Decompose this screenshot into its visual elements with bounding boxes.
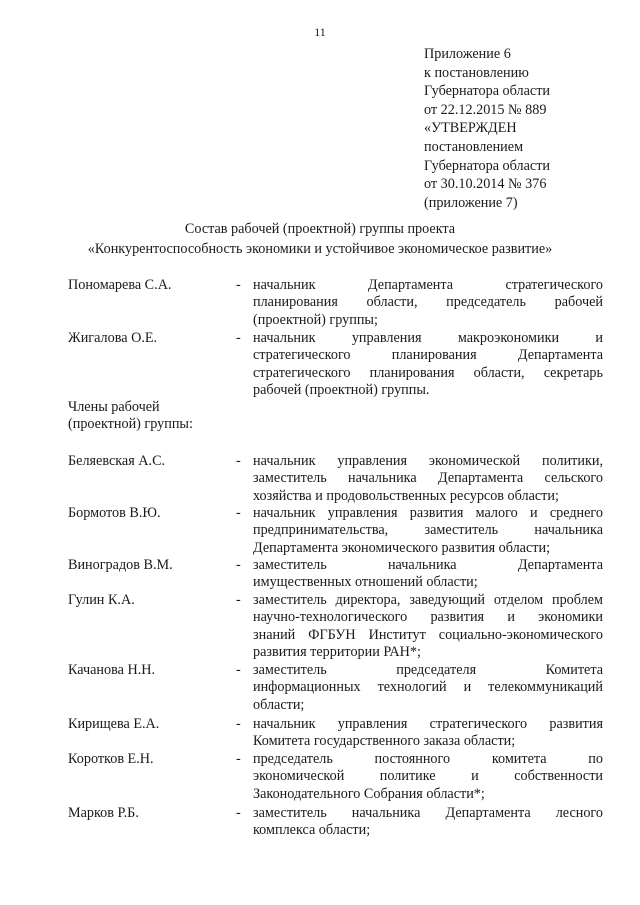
title-line: Состав рабочей (проектной) группы проекта bbox=[184, 221, 456, 237]
person-name: Жигалова О.Е. bbox=[68, 330, 158, 346]
person-role bbox=[253, 277, 603, 329]
members-section-label bbox=[68, 399, 193, 434]
role-line: заместитель директора, заведующий отделом проблем bbox=[253, 592, 603, 608]
appendix-line: постановлением bbox=[424, 138, 524, 155]
role-line: имущественных отношений области; bbox=[253, 574, 478, 591]
person-name: Гулин К.А. bbox=[68, 592, 135, 608]
role-line: начальник управления макроэкономики и bbox=[253, 330, 603, 346]
role-line: области; bbox=[253, 696, 305, 713]
role-line: экономической политике и собственности bbox=[253, 768, 603, 785]
entry-dash: - bbox=[236, 330, 241, 346]
role-line: начальник Департамента стратегического bbox=[253, 277, 603, 293]
person-role bbox=[253, 592, 603, 661]
entry-dash: - bbox=[236, 751, 241, 767]
role-line: рабочей (проектной) группы. bbox=[253, 381, 430, 398]
appendix-line: (приложение 7) bbox=[424, 194, 518, 211]
person-role bbox=[253, 557, 603, 592]
role-line: развития территории РАН*; bbox=[253, 643, 421, 660]
members-label-line: (проектной) группы: bbox=[68, 416, 193, 433]
role-line: председатель постоянного комитета по bbox=[253, 751, 603, 767]
appendix-line: Губернатора области bbox=[424, 157, 550, 174]
role-line: заместитель начальника Департамента bbox=[253, 557, 603, 573]
appendix-line: от 30.10.2014 № 376 bbox=[424, 176, 547, 193]
person-name: Бормотов В.Ю. bbox=[68, 505, 161, 521]
appendix-line: к постановлению bbox=[424, 64, 529, 81]
role-line: заместитель начальника Департамента лесного bbox=[253, 805, 603, 821]
person-name: Качанова Н.Н. bbox=[68, 662, 156, 678]
entry-dash: - bbox=[236, 805, 241, 821]
role-line: планирования области, председатель рабочей bbox=[253, 294, 603, 311]
role-line: начальник управления стратегического развития bbox=[253, 716, 603, 732]
person-name: Марков Р.Б. bbox=[68, 805, 139, 821]
role-line: (проектной) группы; bbox=[253, 311, 378, 328]
person-role bbox=[253, 805, 603, 840]
person-name: Пономарева С.А. bbox=[68, 277, 172, 293]
role-line: заместитель председателя Комитета bbox=[253, 662, 603, 678]
role-line: начальник управления развития малого и среднего bbox=[253, 505, 603, 521]
entry-dash: - bbox=[236, 453, 241, 469]
role-line: стратегического планирования Департамента bbox=[253, 347, 603, 364]
person-role bbox=[253, 716, 603, 751]
role-line: Комитета государственного заказа области; bbox=[253, 733, 516, 750]
appendix-line: от 22.12.2015 № 889 bbox=[424, 101, 547, 118]
role-line: начальник управления экономической политики, bbox=[253, 453, 603, 469]
role-line: стратегического планирования области, секретарь bbox=[253, 364, 603, 381]
person-name: Виноградов В.М. bbox=[68, 557, 173, 573]
entry-dash: - bbox=[236, 557, 241, 573]
appendix-line: Приложение 6 bbox=[424, 46, 511, 62]
person-role bbox=[253, 453, 603, 505]
role-line: Законодательного Собрания области*; bbox=[253, 785, 485, 802]
document-title bbox=[0, 219, 640, 259]
entry-dash: - bbox=[236, 662, 241, 678]
members-label-line: Члены рабочей bbox=[68, 399, 160, 415]
entry-dash: - bbox=[236, 592, 241, 608]
role-line: информационных технологий и телекоммуникаций bbox=[253, 679, 603, 696]
role-line: заместитель начальника Департамента сельского bbox=[253, 470, 603, 487]
title-line: «Конкурентоспособность экономики и устойчивое экономическое развитие» bbox=[87, 241, 553, 257]
role-line: научно-технологического развития и экономики bbox=[253, 609, 603, 626]
appendix-approval-block bbox=[424, 45, 634, 212]
person-name: Беляевская А.С. bbox=[68, 453, 166, 469]
person-role bbox=[253, 751, 603, 803]
entry-dash: - bbox=[236, 277, 241, 293]
role-line: Департамента экономического развития области; bbox=[253, 539, 551, 556]
entry-dash: - bbox=[236, 716, 241, 732]
person-role bbox=[253, 505, 603, 557]
appendix-line: Губернатора области bbox=[424, 83, 550, 100]
appendix-line: «УТВЕРЖДЕН bbox=[424, 120, 517, 137]
page-number: 11 bbox=[314, 25, 326, 39]
person-name: Кирищева Е.А. bbox=[68, 716, 160, 732]
role-line: предпринимательства, заместитель начальника bbox=[253, 522, 603, 539]
entry-dash: - bbox=[236, 505, 241, 521]
role-line: комплекса области; bbox=[253, 822, 371, 839]
role-line: хозяйства и продовольственных ресурсов области; bbox=[253, 487, 559, 504]
person-role bbox=[253, 662, 603, 714]
person-role bbox=[253, 330, 603, 399]
role-line: знаний ФГБУН Институт социально-экономического bbox=[253, 626, 603, 643]
person-name: Коротков Е.Н. bbox=[68, 751, 154, 767]
